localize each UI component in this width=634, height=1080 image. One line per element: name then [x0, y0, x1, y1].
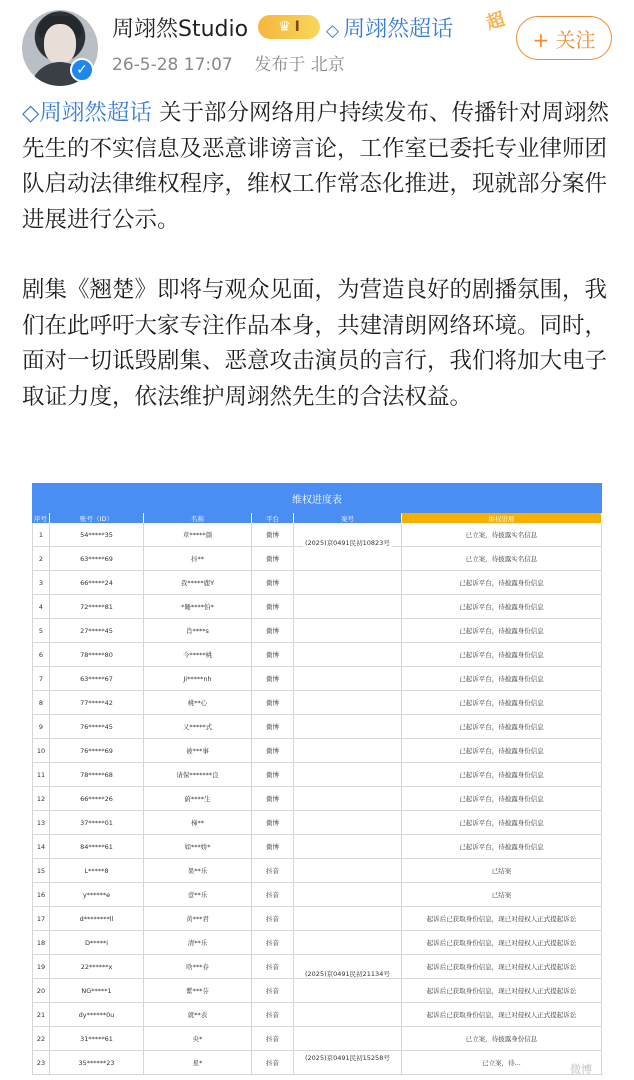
cell-name: 又*****式 [144, 715, 252, 738]
post-meta [112, 50, 345, 75]
cell-case [294, 739, 402, 762]
cell-platform: 抖音 [252, 931, 294, 954]
table-header [32, 513, 602, 523]
post-header [0, 0, 634, 90]
cell-no: 18 [32, 931, 50, 954]
cell-case [294, 595, 402, 618]
cell-status: 已起诉平台，待披露身份信息 [402, 787, 602, 810]
cell-case [294, 787, 402, 810]
cell-name: 被***事 [144, 739, 252, 762]
cell-case [294, 763, 402, 786]
cell-name: 抖** [144, 547, 252, 570]
cell-status: 已立案，待披露实名信息 [402, 523, 602, 546]
cell-platform: 抖音 [252, 883, 294, 906]
table-body [32, 523, 602, 1075]
cell-name: 星* [144, 1051, 252, 1074]
cell-account-id: 35******23 [50, 1051, 144, 1074]
cell-no: 21 [32, 1003, 50, 1026]
cell-no: 19 [32, 955, 50, 978]
cell-case [294, 619, 402, 642]
header-id: 账号（ID） [50, 513, 144, 523]
cell-case [294, 571, 402, 594]
cell-case [294, 907, 402, 930]
cell-status: 已起诉平台，待披露身份信息 [402, 595, 602, 618]
cell-no: 9 [32, 715, 50, 738]
cell-status: 已立案，待披露身份信息 [402, 1027, 602, 1050]
cell-account-id: 63*****69 [50, 547, 144, 570]
post-paragraph-2: 剧集《翘楚》即将与观众见面，为营造良好的剧播氛围，我们在此呼吁大家专注作品本身，共建清朗网络环境。同时，面对一切诋毁剧集、恶意攻击演员的言行，我们将加大电子取证力度，依法维护周翊然先生的合法权益。 [22, 277, 608, 410]
cell-no: 12 [32, 787, 50, 810]
cell-name: 紫***芬 [144, 979, 252, 1002]
table-row [32, 883, 602, 907]
cell-status: 已起诉平台，待披露身份信息 [402, 571, 602, 594]
cell-status: 已结案 [402, 883, 602, 906]
table-row [32, 643, 602, 667]
cell-account-id: 78*****68 [50, 763, 144, 786]
table-row [32, 739, 602, 763]
cell-case [294, 1003, 402, 1026]
cell-name: 壹**乐 [144, 883, 252, 906]
cell-status: 已立案，待... [402, 1051, 602, 1074]
cell-name: 桃**心 [144, 691, 252, 714]
header-status: 维权进展 [402, 513, 602, 523]
cell-platform: 微博 [252, 691, 294, 714]
header-name: 名称 [144, 513, 252, 523]
cell-platform: 微博 [252, 835, 294, 858]
cell-case [294, 667, 402, 690]
post-body [22, 96, 614, 450]
cell-platform: 微博 [252, 763, 294, 786]
cell-status: 起诉后已获取身份信息，现已对侵权人正式提起诉讼 [402, 931, 602, 954]
cell-account-id: d********ll [50, 907, 144, 930]
cell-name: 梯** [144, 811, 252, 834]
cell-name: *睡****怕* [144, 595, 252, 618]
cell-status: 已起诉平台，待披露身份信息 [402, 667, 602, 690]
follow-button[interactable]: + 关注 [516, 16, 612, 60]
post-time: 26-5-28 17:07 [112, 55, 233, 75]
cell-status: 已起诉平台，待披露身份信息 [402, 643, 602, 666]
cell-platform: 微博 [252, 787, 294, 810]
cell-case [294, 835, 402, 858]
cell-platform: 微博 [252, 739, 294, 762]
cell-case [294, 691, 402, 714]
cell-name: 如***娇* [144, 835, 252, 858]
cell-status: 已起诉平台，待披露身份信息 [402, 763, 602, 786]
crown-icon: ♛ [278, 19, 291, 35]
cell-account-id: 76*****45 [50, 715, 144, 738]
cell-status: 已起诉平台，待披露身份信息 [402, 715, 602, 738]
table-row [32, 715, 602, 739]
header-case: 案号 [294, 513, 402, 523]
cell-no: 3 [32, 571, 50, 594]
cell-status: 已起诉平台，待披露身份信息 [402, 691, 602, 714]
cell-name: 我*****鹿Y [144, 571, 252, 594]
cell-status: 起诉后已获取身份信息，现已对侵权人正式提起诉讼 [402, 955, 602, 978]
progress-table-image[interactable] [32, 483, 602, 1080]
cell-no: 2 [32, 547, 50, 570]
cell-name: 就**表 [144, 1003, 252, 1026]
account-name[interactable]: 周翊然Studio [112, 17, 249, 42]
cell-case [294, 883, 402, 906]
table-row [32, 811, 602, 835]
follow-sticker: 超 [483, 8, 508, 35]
cell-platform: 抖音 [252, 907, 294, 930]
header-platform: 平台 [252, 513, 294, 523]
cell-status: 已起诉平台，待披露身份信息 [402, 811, 602, 834]
supertopic-link[interactable] [326, 12, 453, 43]
vip-badge[interactable] [258, 15, 320, 39]
cell-name: 果**乐 [144, 859, 252, 882]
cell-no: 17 [32, 907, 50, 930]
cell-case [294, 931, 402, 954]
vip-level: I [294, 19, 300, 35]
cell-platform: 微博 [252, 715, 294, 738]
cell-account-id: 84*****61 [50, 835, 144, 858]
cell-account-id: 76*****69 [50, 739, 144, 762]
cell-status: 已结案 [402, 859, 602, 882]
cell-no: 8 [32, 691, 50, 714]
cell-account-id: 37*****01 [50, 811, 144, 834]
cell-platform: 微博 [252, 547, 294, 570]
cell-account-id: 66*****26 [50, 787, 144, 810]
cell-status: 起诉后已获取身份信息，现已对侵权人正式提起诉讼 [402, 907, 602, 930]
cell-account-id: L*****8 [50, 859, 144, 882]
cell-platform: 抖音 [252, 1003, 294, 1026]
case-number-b: (2025)京0491民初21134号 [305, 970, 390, 978]
case-number-a: (2025)京0491民初10823号 [305, 539, 390, 547]
cell-no: 4 [32, 595, 50, 618]
table-row [32, 859, 602, 883]
cell-platform: 抖音 [252, 1027, 294, 1050]
cell-name: 请保*******良 [144, 763, 252, 786]
cell-name: 啥***春 [144, 955, 252, 978]
cell-case [294, 643, 402, 666]
cell-no: 13 [32, 811, 50, 834]
cell-account-id: 77*****42 [50, 691, 144, 714]
table-title: 维权进度表 [32, 483, 602, 513]
cell-account-id: 54*****35 [50, 523, 144, 546]
cell-no: 16 [32, 883, 50, 906]
cell-platform: 微博 [252, 619, 294, 642]
table-row [32, 619, 602, 643]
table-row [32, 1027, 602, 1051]
cell-status: 起诉后已获取身份信息，现已对侵权人正式提起诉讼 [402, 1003, 602, 1026]
supertopic-label: 周翊然超话 [343, 17, 454, 42]
cell-case [294, 1027, 402, 1050]
cell-platform: 抖音 [252, 979, 294, 1002]
diamond-icon: ◇ [22, 100, 40, 126]
cell-name: 草*****颜 [144, 523, 252, 546]
cell-no: 1 [32, 523, 50, 546]
cell-account-id: 72*****81 [50, 595, 144, 618]
cell-name: 肖****s [144, 619, 252, 642]
cell-platform: 微博 [252, 523, 294, 546]
table-row [32, 979, 602, 1003]
cell-no: 23 [32, 1051, 50, 1074]
cell-platform: 抖音 [252, 955, 294, 978]
case-number-c: (2025)京0491民初15258号 [305, 1054, 390, 1062]
cell-account-id: 27*****45 [50, 619, 144, 642]
cell-status: 已立案，待披露实名信息 [402, 547, 602, 570]
avatar-face [44, 24, 76, 64]
cell-no: 7 [32, 667, 50, 690]
cell-no: 11 [32, 763, 50, 786]
cell-no: 6 [32, 643, 50, 666]
cell-no: 10 [32, 739, 50, 762]
header-no: 序号 [32, 513, 50, 523]
cell-platform: 微博 [252, 571, 294, 594]
table-row [32, 835, 602, 859]
cell-case [294, 811, 402, 834]
cell-platform: 抖音 [252, 1051, 294, 1074]
cell-case [294, 547, 402, 570]
cell-platform: 微博 [252, 811, 294, 834]
cell-status: 已起诉平台，待披露身份信息 [402, 739, 602, 762]
cell-status: 已起诉平台，待披露身份信息 [402, 835, 602, 858]
cell-account-id: dy******0u [50, 1003, 144, 1026]
cell-name: 蔚****生 [144, 787, 252, 810]
cell-name: 央* [144, 1027, 252, 1050]
cell-account-id: D*****i [50, 931, 144, 954]
cell-no: 22 [32, 1027, 50, 1050]
cell-name: 清**乐 [144, 931, 252, 954]
table-row [32, 691, 602, 715]
cell-name: 黄***君 [144, 907, 252, 930]
cell-account-id: 22******x [50, 955, 144, 978]
table-row [32, 595, 602, 619]
cell-account-id: NG*****1 [50, 979, 144, 1002]
cell-case [294, 859, 402, 882]
table-row [32, 931, 602, 955]
post-paragraph-1: ◇周翊然超话 关于部分网络用户持续发布、传播针对周翊然先生的不实信息及恶意诽谤言论，工作室已委托专业律师团队启动法律维权程序，维权工作常态化推进，现就部分案件进展进行公示。 [22, 100, 609, 233]
table-row [32, 907, 602, 931]
supertopic-tag[interactable]: ◇周翊然超话 [22, 100, 152, 126]
cell-no: 5 [32, 619, 50, 642]
cell-status: 已起诉平台，待披露身份信息 [402, 619, 602, 642]
cell-platform: 微博 [252, 643, 294, 666]
cell-no: 14 [32, 835, 50, 858]
cell-name: Ji*****nh [144, 667, 252, 690]
cell-account-id: 78*****80 [50, 643, 144, 666]
cell-account-id: 31*****61 [50, 1027, 144, 1050]
cell-platform: 抖音 [252, 859, 294, 882]
cell-no: 15 [32, 859, 50, 882]
watermark: 微博 [570, 1063, 592, 1076]
cell-account-id: y******e [50, 883, 144, 906]
cell-account-id: 66*****24 [50, 571, 144, 594]
table-row [32, 667, 602, 691]
table-row [32, 571, 602, 595]
cell-case [294, 979, 402, 1002]
table-row [32, 763, 602, 787]
cell-no: 20 [32, 979, 50, 1002]
table-row [32, 547, 602, 571]
diamond-icon: ◇ [326, 21, 340, 41]
cell-case [294, 715, 402, 738]
cell-status: 起诉后已获取身份信息，现已对侵权人正式提起诉讼 [402, 979, 602, 1002]
post-location: 发布于 北京 [254, 55, 345, 75]
table-row [32, 1003, 602, 1027]
cell-platform: 微博 [252, 667, 294, 690]
cell-account-id: 63*****67 [50, 667, 144, 690]
cell-platform: 微博 [252, 595, 294, 618]
cell-name: 今*****桃 [144, 643, 252, 666]
table-row [32, 787, 602, 811]
verified-badge-icon: ✓ [70, 58, 94, 82]
